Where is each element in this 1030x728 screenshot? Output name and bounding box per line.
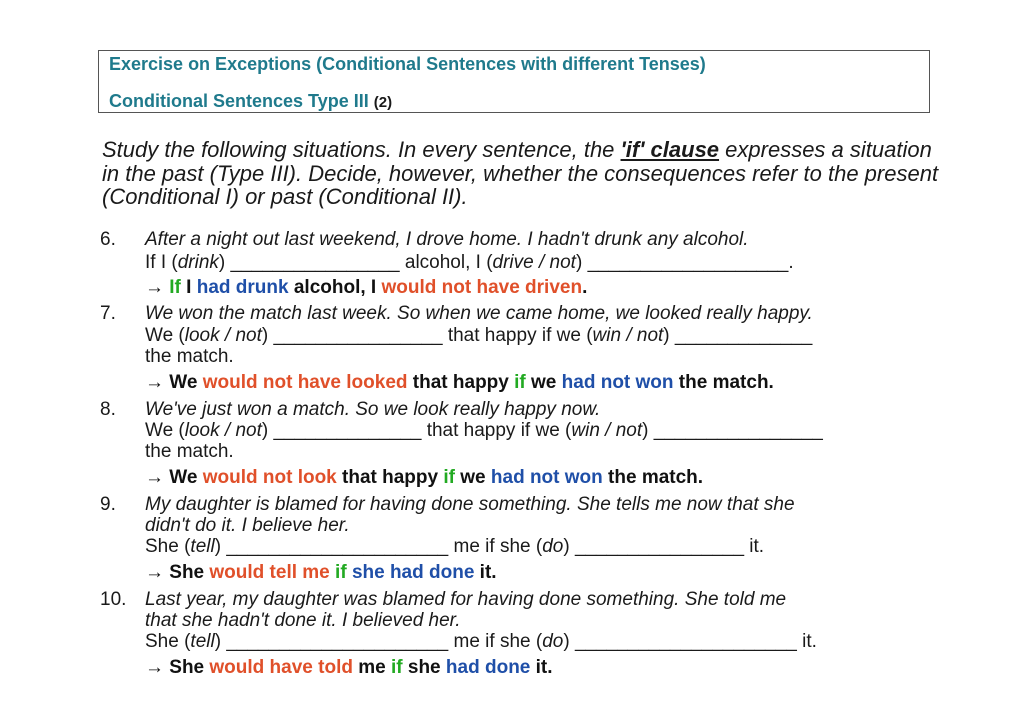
situation-text: My daughter is blamed for having done something. She tells me now that she xyxy=(145,494,795,515)
item-number: 10. xyxy=(100,589,127,610)
situation-text: We've just won a match. So we look really happy now. xyxy=(145,399,601,420)
exercise-header-box xyxy=(98,50,930,113)
exercise-subtitle xyxy=(109,91,392,112)
exercise-title: Exercise on Exceptions (Conditional Sentences with different Tenses) xyxy=(109,54,706,74)
situation-text: After a night out last weekend, I drove home. I hadn't drunk any alcohol. xyxy=(145,229,749,250)
item-number: 9. xyxy=(100,494,116,515)
instructions-part-1: Study the following situations. In every sentence, the xyxy=(102,137,621,162)
situation-text: Last year, my daughter was blamed for having done something. She told me xyxy=(145,589,787,610)
instructions-term: 'if' clause xyxy=(620,137,720,162)
situation-text: We won the match last week. So when we came home, we looked really happy. xyxy=(145,303,813,324)
item-number: 6. xyxy=(100,229,116,250)
item-number: 7. xyxy=(100,303,116,324)
instructions-part-2: expresses a situation in the past (Type III). Decide, however, whether the consequences refer to the present (Conditional I) or past (Conditional II). xyxy=(102,137,939,209)
item-number: 8. xyxy=(100,399,116,420)
instructions xyxy=(102,138,942,209)
subtitle-number: (2) xyxy=(373,94,393,111)
subtitle-text: Conditional Sentences Type III xyxy=(109,91,369,111)
